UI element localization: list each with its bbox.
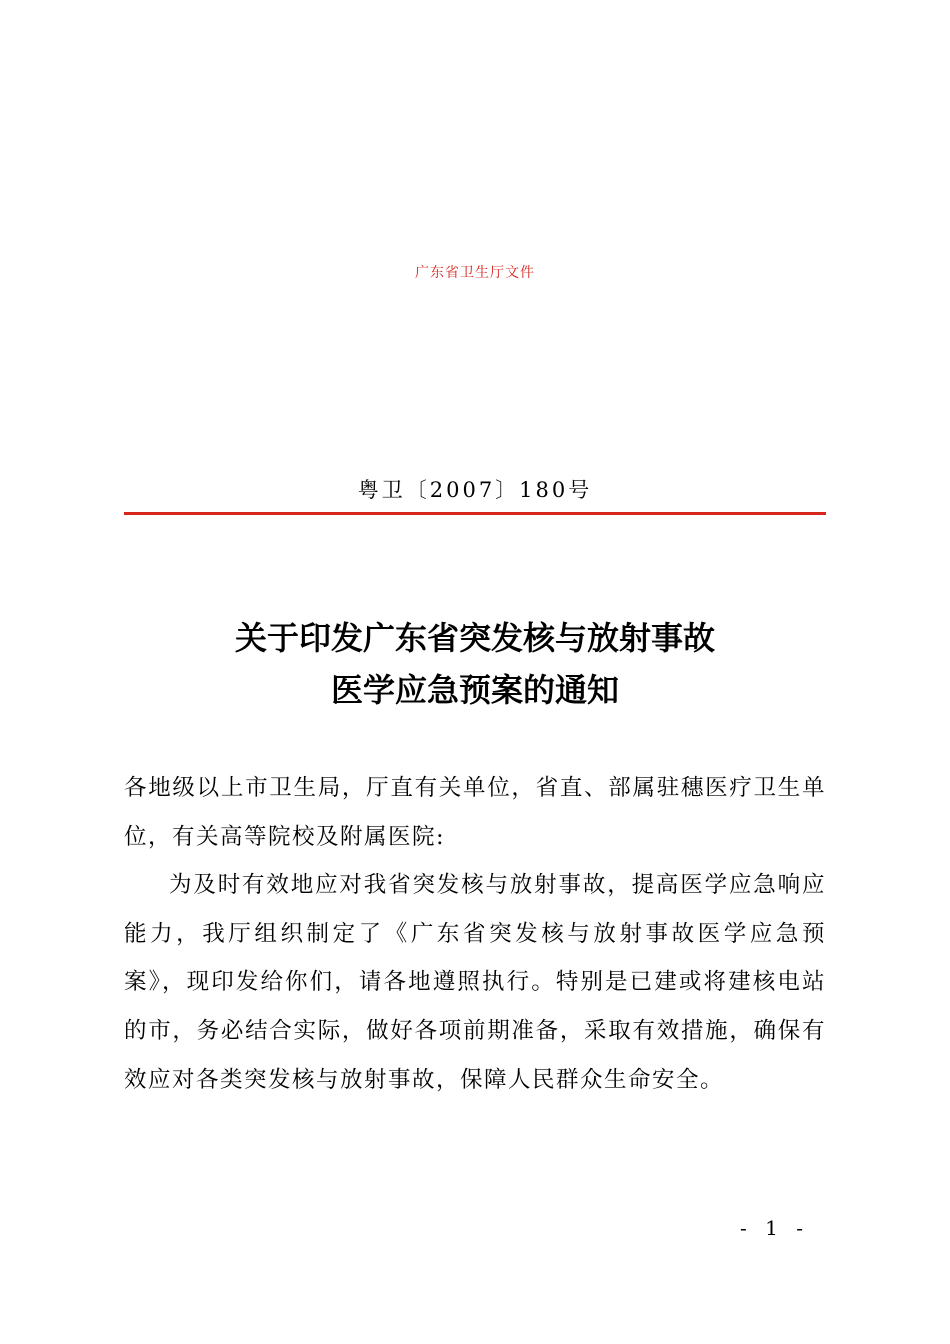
document-body — [124, 764, 826, 1104]
title-line-1: 关于印发广东省突发核与放射事故 — [234, 619, 715, 657]
header-organization: 广东省卫生厅文件 — [415, 265, 535, 281]
addressee: 各地级以上市卫生局，厅直有关单位，省直、部属驻穗医疗卫生单位，有关高等院校及附属医院: — [124, 775, 826, 850]
title-line-2: 医学应急预案的通知 — [330, 671, 619, 709]
document-number: 粤卫〔2007〕180号 — [357, 478, 593, 502]
red-divider — [124, 512, 826, 515]
document-title — [0, 612, 950, 716]
body-paragraph-1: 为及时有效地应对我省突发核与放射事故，提高医学应急响应能力，我厅组织制定了《广东省突发核与放射事故医学应急预案》，现印发给你们，请各地遵照执行。特别是已建或将建核电站的市，务必结合实际，做好各项前期准备，采取有效措施，确保有效应对各类突发核与放射事故，保障人民群众生命安全。 — [124, 872, 826, 1093]
page-number: - 1 - — [740, 1216, 809, 1240]
